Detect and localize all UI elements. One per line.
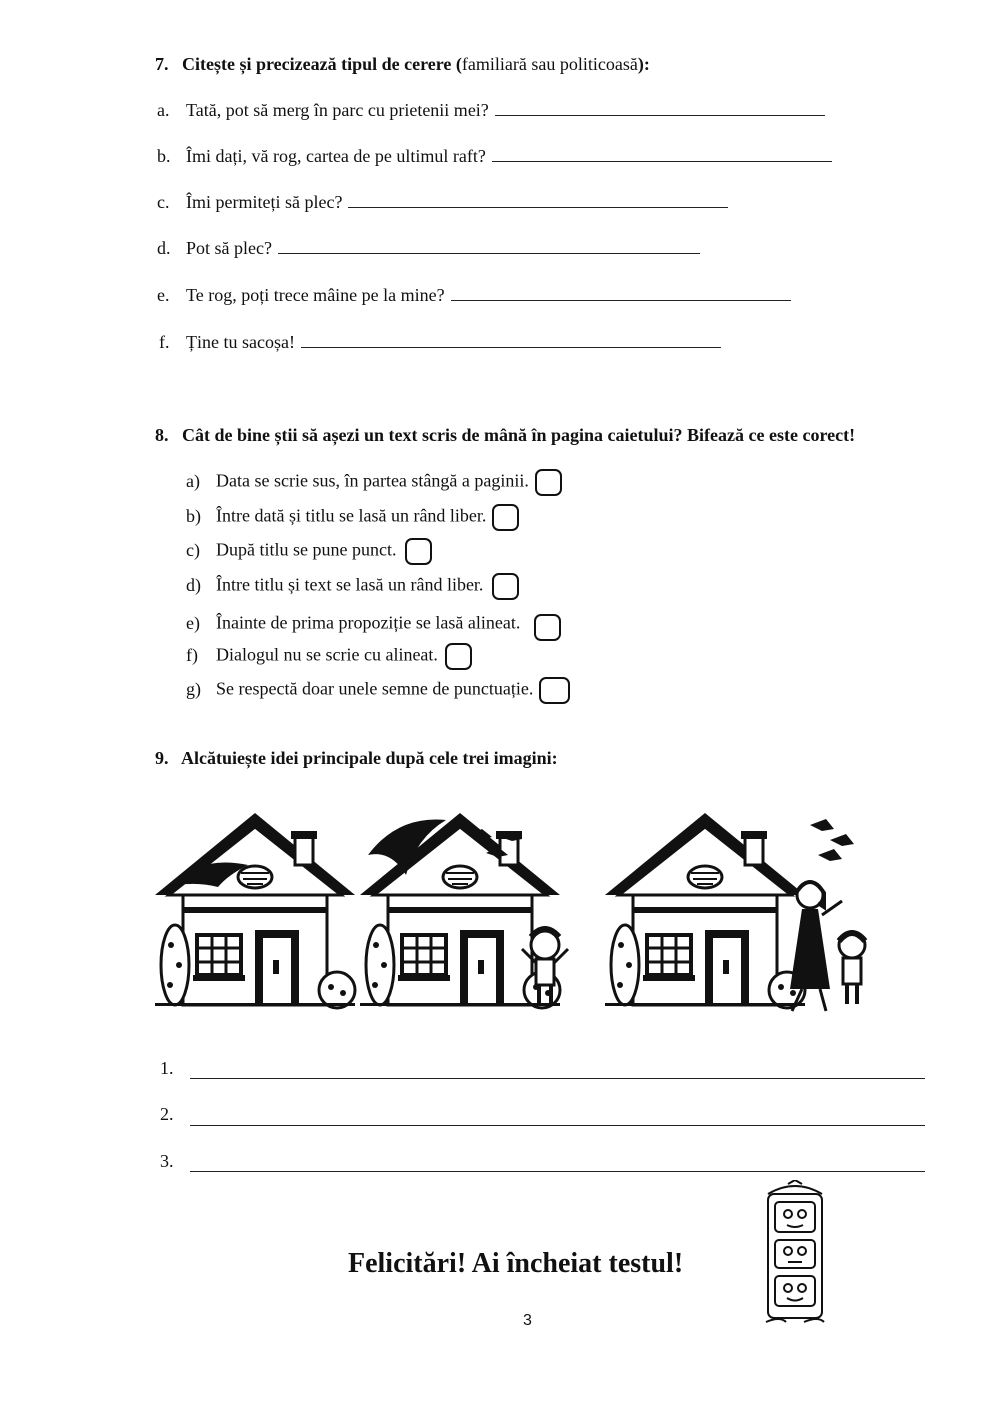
q8-item-f: f) Dialogul nu se scrie cu alineat. (186, 643, 472, 670)
q9-line-3: 3. (160, 1151, 174, 1171)
house-icon (155, 813, 355, 1008)
answer-blank[interactable] (451, 286, 791, 301)
house-icon (605, 813, 805, 1008)
q8-item-b: b) Între dată și titlu se lasă un rând liber. (186, 504, 519, 531)
q7-item-d: d. Pot să plec? (157, 238, 700, 259)
page-number: 3 (523, 1312, 532, 1329)
q9-number: 9. (155, 748, 169, 768)
q9-title (155, 748, 558, 769)
q7-number: 7. (155, 54, 169, 74)
q7-title-bold: Citește și precizează tipul de cerere ( (182, 54, 462, 74)
birds-icon (810, 819, 854, 861)
q7-title-end: ): (637, 54, 650, 74)
checkbox[interactable] (405, 538, 432, 565)
q8-item-g: g) Se respectă doar unele semne de punctuație. (186, 677, 570, 704)
q8-title (155, 425, 855, 446)
answer-line[interactable] (190, 1077, 925, 1079)
checkbox[interactable] (535, 469, 562, 496)
q8-item-a: a) Data se scrie sus, în partea stângă a paginii. (186, 469, 562, 496)
answer-blank[interactable] (348, 193, 728, 208)
mascot-icon (760, 1180, 830, 1330)
checkbox[interactable] (492, 504, 519, 531)
q7-item-a: a. Tată, pot să merg în parc cu prietenii mei? (157, 100, 825, 121)
answer-blank[interactable] (492, 147, 832, 162)
q8-item-c: c) După titlu se pune punct. (186, 538, 432, 565)
crying-child-icon (839, 932, 865, 1004)
checkbox[interactable] (445, 643, 472, 670)
answer-blank[interactable] (495, 101, 825, 116)
q9-title-text: Alcătuiește idei principale după cele trei imagini: (181, 748, 558, 768)
checkbox[interactable] (492, 573, 519, 600)
q8-title-text: Cât de bine știi să așezi un text scris de mână în pagina caietului? Bifează ce este corect! (182, 425, 856, 445)
q7-item-e: e. Te rog, poți trece mâine pe la mine? (157, 285, 791, 306)
answer-blank[interactable] (301, 333, 721, 348)
answer-line[interactable] (190, 1170, 925, 1172)
q7-title-normal: familiară sau politicoasă (461, 54, 638, 74)
q8-item-e: e) Înainte de prima propoziție se lasă alineat. (186, 608, 561, 641)
q9-line-2: 2. (160, 1104, 174, 1124)
congratulations-text: Felicitări! Ai încheiat testul! (348, 1248, 684, 1279)
checkbox[interactable] (539, 677, 570, 704)
q8-item-d: d) Între titlu și text se lasă un rând liber. (186, 573, 519, 600)
answer-line[interactable] (190, 1124, 925, 1126)
houses-illustration (150, 795, 880, 1035)
q9-line-1: 1. (160, 1058, 174, 1078)
q7-item-b: b. Îmi dați, vă rog, cartea de pe ultimul raft? (157, 146, 832, 167)
q7-item-f: f. Ține tu sacoșa! (159, 332, 721, 353)
q7-item-c: c. Îmi permiteți să plec? (157, 192, 728, 213)
q8-number: 8. (155, 425, 169, 445)
checkbox[interactable] (534, 614, 561, 641)
q7-title (155, 54, 650, 75)
answer-blank[interactable] (278, 239, 700, 254)
